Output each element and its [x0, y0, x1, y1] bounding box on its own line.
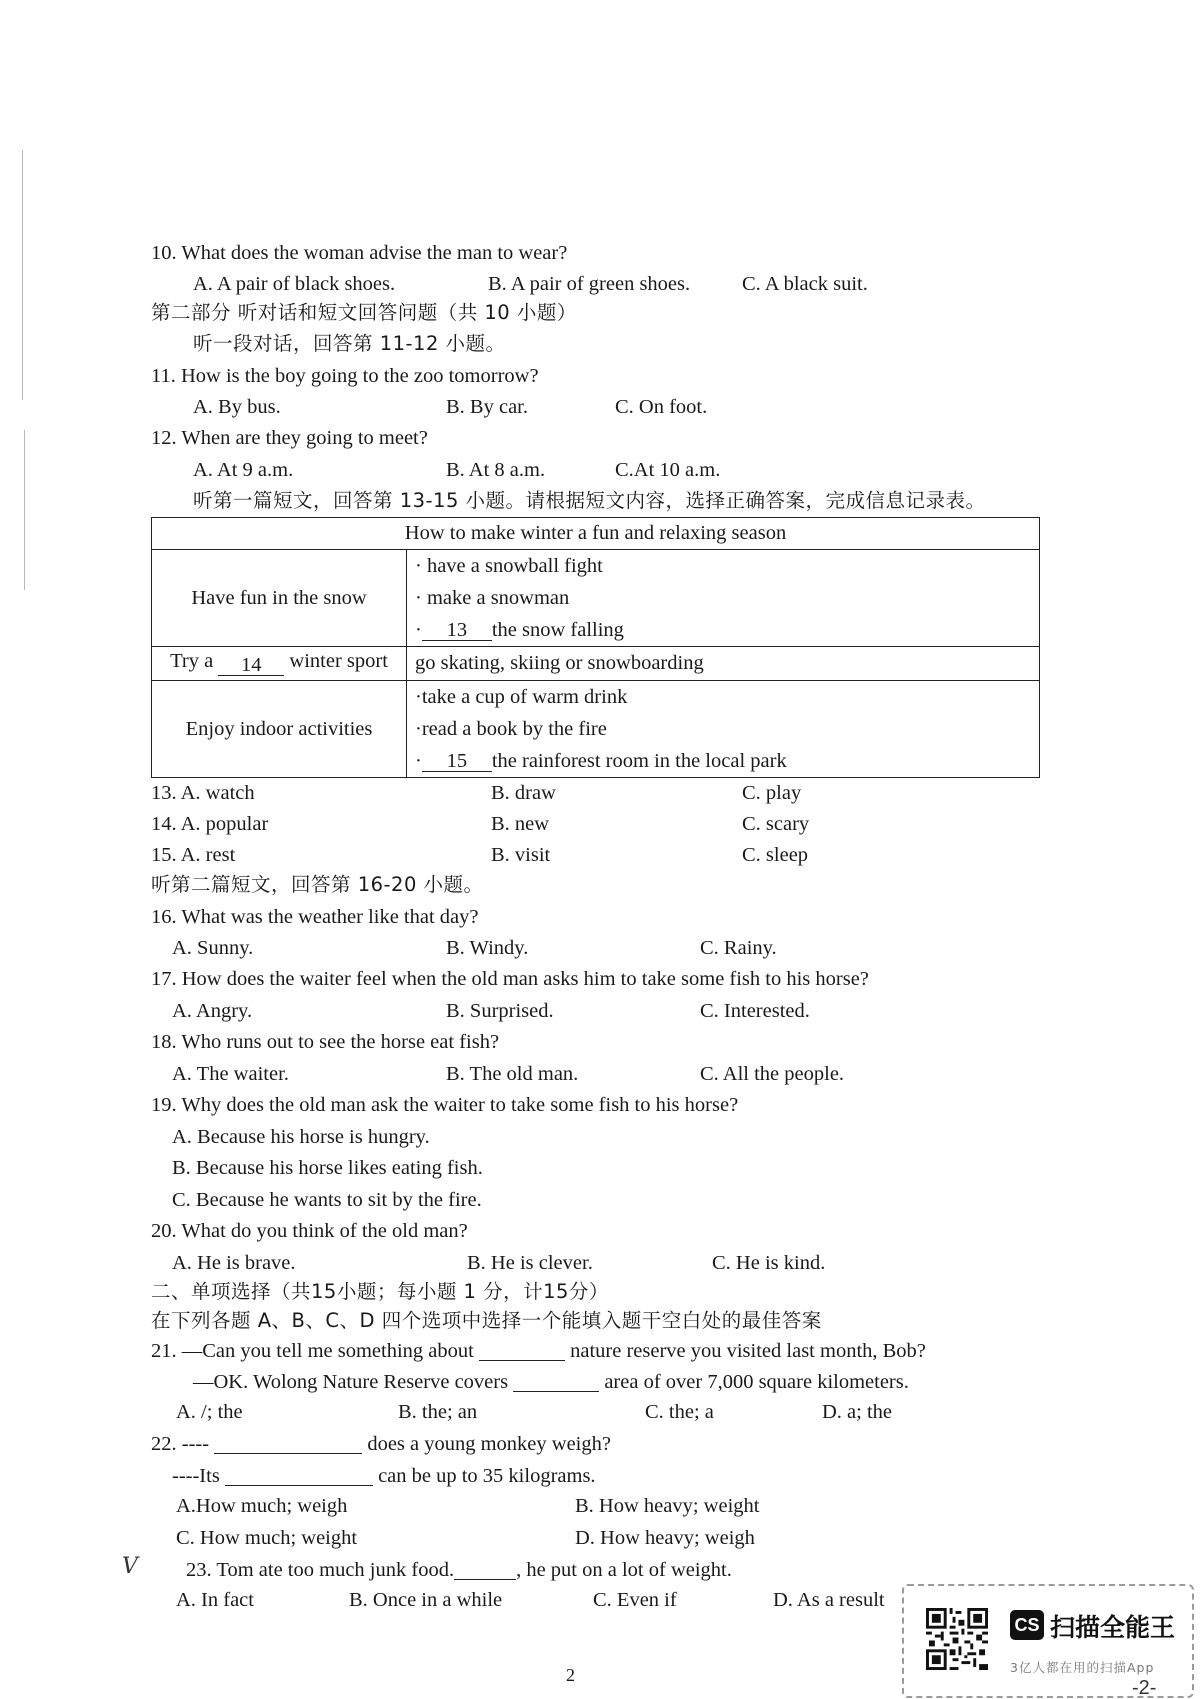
- q14-option-a: 14. A. popular: [151, 813, 269, 835]
- q18-option-b: B. The old man.: [446, 1063, 579, 1085]
- badge-page-number: -2-: [1132, 1677, 1157, 1699]
- section2-heading: 二、单项选择（共15小题；每小题 1 分，计15分）: [151, 1280, 609, 1303]
- table-label-indoor: Enjoy indoor activities: [152, 681, 407, 778]
- table-cell-fun-in-snow: [407, 550, 1040, 647]
- q15-option-b: B. visit: [491, 844, 551, 866]
- qr-code-icon: [926, 1608, 988, 1670]
- q21-text: —OK. Wolong Nature Reserve covers: [193, 1371, 509, 1393]
- q12-stem: 12. When are they going to meet?: [151, 427, 428, 449]
- q16-stem: 16. What was the weather like that day?: [151, 906, 479, 928]
- q19-option-c: C. Because he wants to sit by the fire.: [172, 1189, 482, 1211]
- q22-option-d: D. How heavy; weigh: [575, 1527, 755, 1549]
- q22-blank-1[interactable]: [214, 1433, 362, 1454]
- q22-text: ----Its: [172, 1465, 220, 1487]
- q10-option-c: C. A black suit.: [742, 273, 868, 295]
- q22-text: does a young monkey weigh?: [367, 1433, 611, 1455]
- q14-option-b: B. new: [491, 813, 550, 835]
- bullet: ·: [415, 749, 422, 772]
- table-line: · make a snowman: [415, 586, 570, 609]
- q20-option-b: B. He is clever.: [467, 1252, 593, 1274]
- q21-option-a: A. /; the: [176, 1401, 243, 1423]
- q21-option-d: D. a; the: [822, 1401, 893, 1423]
- q21-text: nature reserve you visited last month, Bob?: [570, 1340, 926, 1362]
- q22-option-c: C. How much; weight: [176, 1527, 358, 1549]
- q11-option-b: B. By car.: [446, 396, 528, 418]
- q15-option-c: C. sleep: [742, 844, 809, 866]
- q17-option-a: A. Angry.: [172, 1000, 253, 1022]
- q21-text: area of over 7,000 square kilometers.: [604, 1371, 909, 1393]
- q11-option-a: A. By bus.: [193, 396, 281, 418]
- q17-option-b: B. Surprised.: [446, 1000, 554, 1022]
- q18-stem: 18. Who runs out to see the horse eat fish?: [151, 1031, 500, 1053]
- table-line: ·read a book by the fire: [415, 717, 607, 740]
- q11-option-c: C. On foot.: [615, 396, 708, 418]
- bullet: ·: [415, 618, 422, 641]
- table-label-text: winter sport: [289, 650, 388, 672]
- q21-option-c: C. the; a: [645, 1401, 714, 1423]
- q22-line2: [172, 1465, 596, 1487]
- q22-blank-2[interactable]: [225, 1465, 373, 1486]
- q20-stem: 20. What do you think of the old man?: [151, 1220, 468, 1242]
- table-line-text: the snow falling: [491, 618, 624, 641]
- q19-option-b: B. Because his horse likes eating fish.: [172, 1157, 483, 1179]
- q23-option-a: A. In fact: [176, 1589, 254, 1611]
- q20-option-a: A. He is brave.: [172, 1252, 296, 1274]
- q18-option-c: C. All the people.: [700, 1063, 845, 1085]
- answer-blank-15[interactable]: 15: [422, 751, 492, 772]
- q21-blank-2[interactable]: [513, 1371, 599, 1392]
- q21-line1: [151, 1340, 926, 1362]
- q22-line1: [151, 1433, 611, 1455]
- table-title: How to make winter a fun and relaxing season: [152, 518, 1040, 550]
- scanner-brand-name: 扫描全能王: [1050, 1613, 1176, 1642]
- table-line-blank-15: [407, 745, 1039, 777]
- q13-option-a: 13. A. watch: [151, 782, 255, 804]
- q16-option-a: A. Sunny.: [172, 937, 254, 959]
- q23-stem: [186, 1559, 732, 1581]
- q23-option-c: C. Even if: [593, 1589, 677, 1611]
- table-label-fun-in-snow: Have fun in the snow: [152, 550, 407, 647]
- q23-text: , he put on a lot of weight.: [516, 1559, 732, 1581]
- camscanner-logo-icon: CS: [1010, 1610, 1044, 1640]
- table-line: · have a snowball fight: [415, 554, 603, 577]
- answer-blank-13[interactable]: 13: [422, 620, 492, 641]
- passage1-instruction: 听第一篇短文，回答第 13-15 小题。请根据短文内容，选择正确答案，完成信息记录表。: [193, 489, 986, 512]
- q21-blank-1[interactable]: [479, 1340, 565, 1361]
- q12-option-b: B. At 8 a.m.: [446, 459, 546, 481]
- scanner-tagline: 3亿人都在用的扫描App: [1010, 1660, 1155, 1675]
- table-label-try-sport: [152, 647, 407, 681]
- q22-option-b: B. How heavy; weight: [575, 1495, 760, 1517]
- q22-text: 22. ----: [151, 1433, 210, 1455]
- scan-edge-line: [24, 430, 25, 590]
- q10-option-a: A. A pair of black shoes.: [193, 273, 396, 295]
- q10-stem: 10. What does the woman advise the man to wear?: [151, 242, 568, 264]
- q16-option-c: C. Rainy.: [700, 937, 777, 959]
- q13-option-c: C. play: [742, 782, 802, 804]
- q12-option-c: C.At 10 a.m.: [615, 459, 721, 481]
- table-label-text: Try a: [170, 650, 214, 672]
- answer-blank-14[interactable]: 14: [218, 655, 284, 676]
- q21-line2: [193, 1371, 909, 1393]
- table-cell-indoor: [407, 681, 1040, 778]
- table-cell-try-sport: [407, 647, 1040, 681]
- q18-option-a: A. The waiter.: [172, 1063, 289, 1085]
- q12-option-a: A. At 9 a.m.: [193, 459, 294, 481]
- part2-instruction: 听一段对话，回答第 11-12 小题。: [193, 332, 506, 355]
- q23-blank[interactable]: [454, 1559, 516, 1580]
- table-line: go skating, skiing or snowboarding: [415, 652, 704, 675]
- q13-option-b: B. draw: [491, 782, 556, 804]
- q11-stem: 11. How is the boy going to the zoo tomorrow?: [151, 365, 539, 387]
- part2-heading: 第二部分 听对话和短文回答问题（共 10 小题）: [151, 301, 577, 324]
- page-number: 2: [566, 1665, 575, 1685]
- scan-edge-line: [22, 150, 23, 400]
- q23-text: 23. Tom ate too much junk food.: [186, 1559, 455, 1581]
- q22-option-a: A.How much; weigh: [176, 1495, 348, 1517]
- section2-instruction: 在下列各题 A、B、C、D 四个选项中选择一个能填入题干空白处的最佳答案: [151, 1309, 822, 1332]
- q19-stem: 19. Why does the old man ask the waiter to take some fish to his horse?: [151, 1094, 739, 1116]
- info-record-table: [151, 517, 1040, 778]
- table-line-blank-13: [407, 614, 1039, 646]
- q19-option-a: A. Because his horse is hungry.: [172, 1126, 430, 1148]
- q20-option-c: C. He is kind.: [712, 1252, 826, 1274]
- q14-option-c: C. scary: [742, 813, 810, 835]
- table-line-text: the rainforest room in the local park: [491, 749, 787, 772]
- q10-option-b: B. A pair of green shoes.: [488, 273, 691, 295]
- q23-option-b: B. Once in a while: [349, 1589, 503, 1611]
- q21-text: 21. —Can you tell me something about: [151, 1340, 474, 1362]
- table-line: ·take a cup of warm drink: [415, 685, 628, 708]
- handwritten-mark: V: [122, 1554, 138, 1579]
- q16-option-b: B. Windy.: [446, 937, 529, 959]
- q17-stem: 17. How does the waiter feel when the old man asks him to take some fish to his horse?: [151, 968, 869, 990]
- q15-option-a: 15. A. rest: [151, 844, 236, 866]
- q21-option-b: B. the; an: [398, 1401, 478, 1423]
- q17-option-c: C. Interested.: [700, 1000, 810, 1022]
- q23-option-d: D. As a result: [773, 1589, 885, 1611]
- q22-text: can be up to 35 kilograms.: [378, 1465, 596, 1487]
- passage2-instruction: 听第二篇短文，回答第 16-20 小题。: [151, 873, 484, 896]
